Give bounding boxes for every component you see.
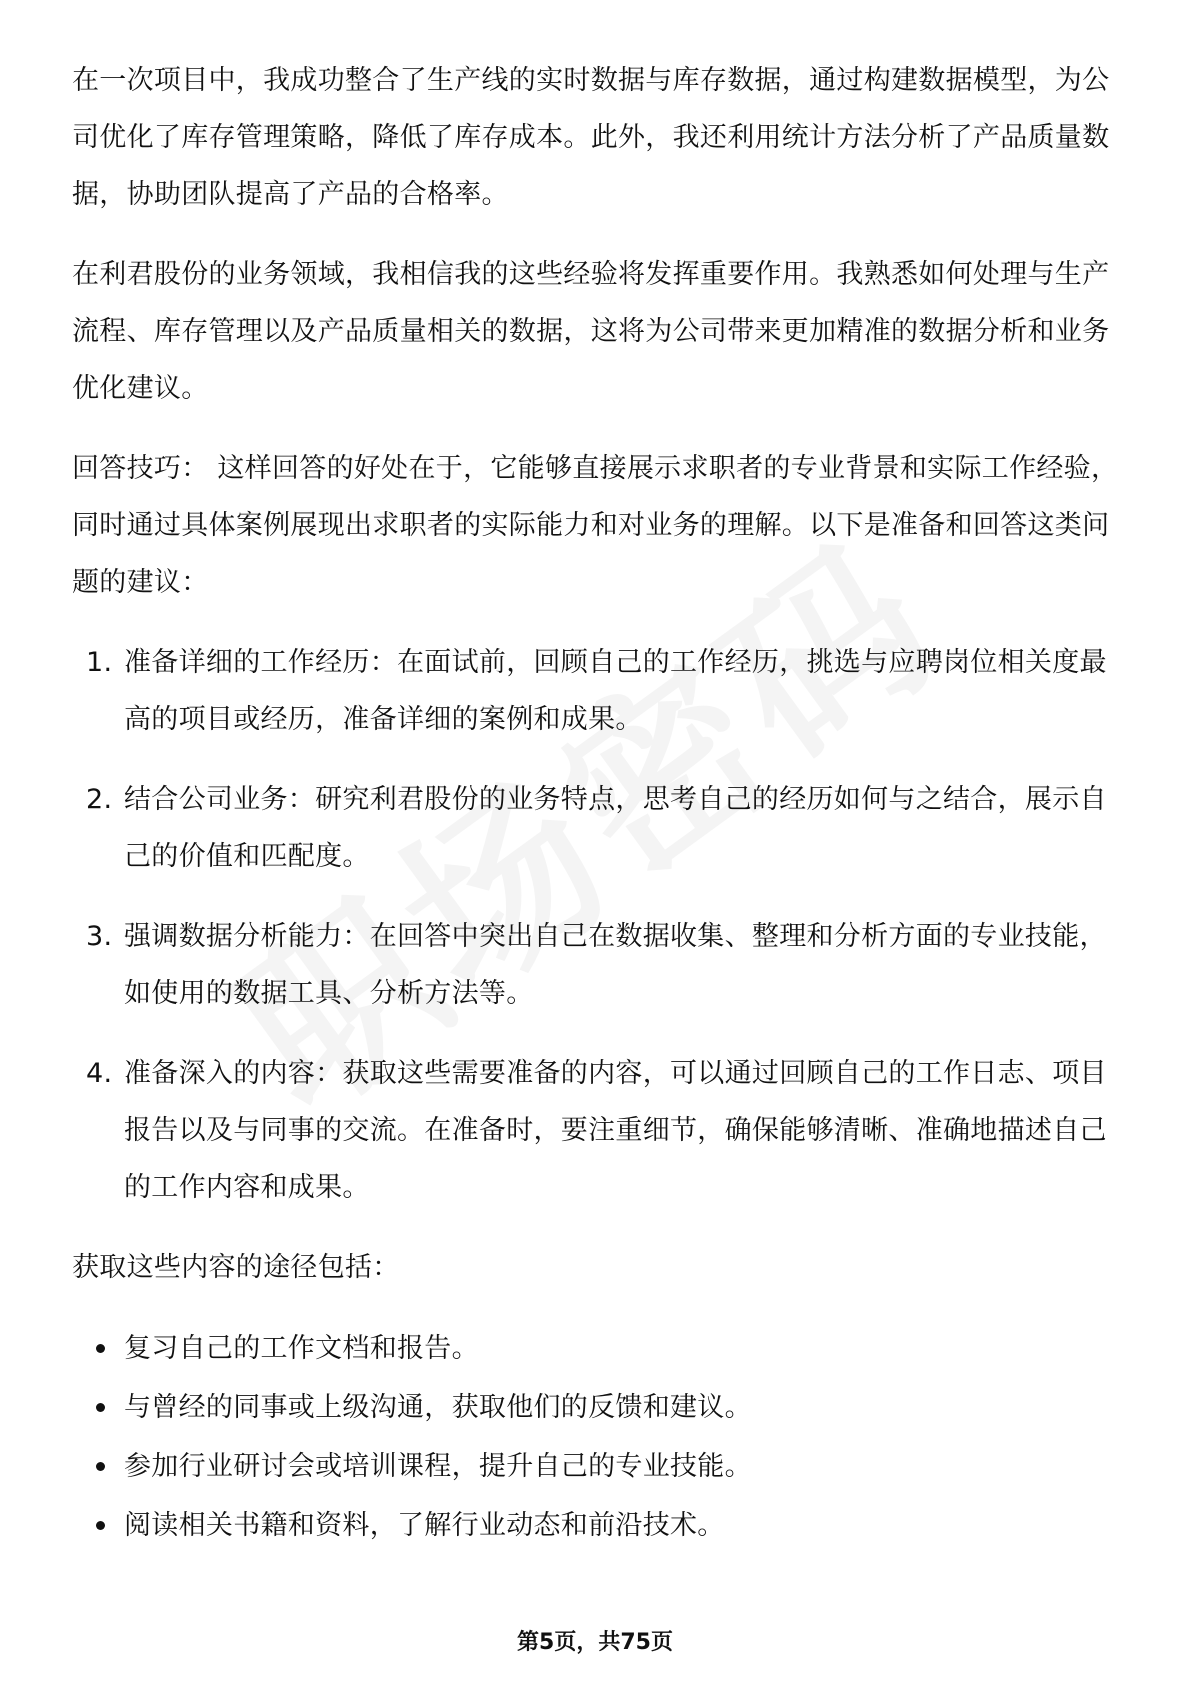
list-number: 4. xyxy=(86,1058,113,1089)
list-item xyxy=(72,908,1122,1022)
paragraph-business-fit: 在利君股份的业务领域，我相信我的这些经验将发挥重要作用。我熟悉如何处理与生产流程、库存管理以及产品质量相关的数据，这将为公司带来更加精准的数据分析和业务优化建议。 xyxy=(72,259,1110,404)
list-item xyxy=(72,1045,1122,1216)
list-item-text: 结合公司业务：研究利君股份的业务特点，思考自己的经历如何与之结合，展示自己的价值和匹配度。 xyxy=(124,784,1107,872)
list-item xyxy=(72,1378,1122,1437)
list-item xyxy=(72,1319,1122,1378)
list-item-text: 准备深入的内容：获取这些需要准备的内容，可以通过回顾自己的工作日志、项目报告以及与同事的交流。在准备时，要注重细节，确保能够清晰、准确地描述自己的工作内容和成果。 xyxy=(124,1058,1107,1203)
list-item-text: 复习自己的工作文档和报告。 xyxy=(124,1333,479,1364)
bullet-icon xyxy=(96,1462,105,1471)
list-item xyxy=(72,634,1122,748)
bullet-icon xyxy=(96,1521,105,1530)
paragraph-answer-tips: 回答技巧： 这样回答的好处在于，它能够直接展示求职者的专业背景和实际工作经验，同时通过具体案例展现出求职者的实际能力和对业务的理解。以下是准备和回答这类问题的建议： xyxy=(72,453,1119,598)
paragraph-project-experience: 在一次项目中，我成功整合了生产线的实时数据与库存数据，通过构建数据模型，为公司优化了库存管理策略，降低了库存成本。此外，我还利用统计方法分析了产品质量数据，协助团队提高了产品的合格率。 xyxy=(72,65,1110,210)
list-item xyxy=(72,1496,1122,1555)
list-item xyxy=(72,771,1122,885)
list-item-text: 阅读相关书籍和资料，了解行业动态和前沿技术。 xyxy=(124,1510,725,1541)
list-number: 1. xyxy=(86,647,113,678)
list-item-text: 准备详细的工作经历：在面试前，回顾自己的工作经历，挑选与应聘岗位相关度最高的项目或经历，准备详细的案例和成果。 xyxy=(124,647,1107,735)
list-item-text: 与曾经的同事或上级沟通，获取他们的反馈和建议。 xyxy=(124,1392,752,1423)
list-number: 2. xyxy=(86,784,113,815)
numbered-list xyxy=(72,634,1122,1216)
list-item-text: 强调数据分析能力：在回答中突出自己在数据收集、整理和分析方面的专业技能，如使用的数据工具、分析方法等。 xyxy=(124,921,1107,1009)
bullet-list xyxy=(72,1319,1122,1555)
paragraph-sources-intro: 获取这些内容的途径包括： xyxy=(72,1252,400,1283)
document-body xyxy=(72,52,1122,1555)
bullet-icon xyxy=(96,1403,105,1412)
page-number-footer: 第5页，共75页 xyxy=(517,1630,673,1655)
list-number: 3. xyxy=(86,921,113,952)
bullet-icon xyxy=(96,1344,105,1353)
list-item xyxy=(72,1437,1122,1496)
list-item-text: 参加行业研讨会或培训课程，提升自己的专业技能。 xyxy=(124,1451,752,1482)
